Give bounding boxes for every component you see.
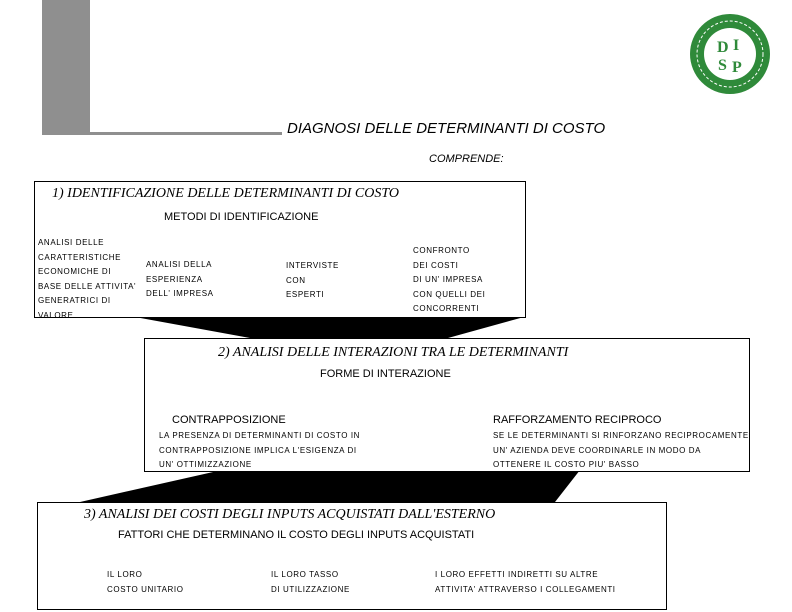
section1-col1 (38, 236, 136, 323)
col2-line: ANALISI DELLA (146, 260, 213, 269)
col1-line: CARATTERISTICHE (38, 252, 122, 262)
section1-methods-label: METODI DI IDENTIFICAZIONE (164, 211, 319, 223)
rafforzamento-text (493, 429, 749, 473)
s3col2-line: IL LORO TASSO (271, 570, 339, 579)
section3-col1 (107, 568, 184, 597)
col3-line: INTERVISTE (286, 261, 339, 270)
section1-col3 (286, 259, 339, 303)
col2-line: ESPERIENZA (146, 274, 203, 284)
section1-heading: 1) IDENTIFICAZIONE DELLE DETERMINANTI DI COSTO (52, 186, 400, 201)
col4-line: CONCORRENTI (413, 304, 480, 313)
left-text-line: LA PRESENZA DI DETERMINANTI DI COSTO IN (159, 431, 361, 440)
s3col1-line: COSTO UNITARIO (107, 584, 184, 594)
s3col2-line: DI UTILIZZAZIONE (271, 584, 350, 594)
section2-heading: 2) ANALISI DELLE INTERAZIONI TRA LE DETERMINANTI (218, 345, 569, 360)
col1-line: VALORE (38, 310, 74, 320)
col3-line: CON (286, 275, 306, 285)
section3-heading: 3) ANALISI DEI COSTI DEGLI INPUTS ACQUISTATI DALL'ESTERNO (84, 507, 496, 522)
col1-line: ECONOMICHE DI (38, 267, 112, 276)
rafforzamento-title: RAFFORZAMENTO RECIPROCO (493, 414, 662, 426)
col4-line: DEI COSTI (413, 260, 459, 270)
col1-line: GENERATRICI DI (38, 296, 111, 305)
s3col1-line: IL LORO (107, 570, 143, 579)
col3-line: ESPERTI (286, 290, 325, 299)
svg-text:P: P (732, 59, 742, 76)
s3col3-line: I LORO EFFETTI INDIRETTI SU ALTRE (435, 570, 599, 579)
right-text-line: OTTENERE IL COSTO PIU' BASSO (493, 460, 640, 469)
right-text-line: UN' AZIENDA DEVE COORDINARLE IN MODO DA (493, 445, 702, 455)
svg-text:D: D (717, 39, 729, 56)
contrapposizione-title: CONTRAPPOSIZIONE (172, 414, 286, 426)
col4-line: CON QUELLI DEI (413, 289, 486, 299)
page-subtitle: COMPRENDE: (429, 153, 504, 165)
s3col3-line: ATTIVITA' ATTRAVERSO I COLLEGAMENTI (435, 584, 616, 594)
section1-col2 (146, 258, 214, 302)
contrapposizione-text (159, 429, 360, 473)
col1-line: ANALISI DELLE (38, 238, 105, 247)
col1-line: BASE DELLE ATTIVITA' (38, 281, 137, 291)
funnel-2 (80, 470, 580, 502)
left-text-line: CONTRAPPOSIZIONE IMPLICA L'ESIGENZA DI (159, 445, 357, 455)
section2-forms-label: FORME DI INTERAZIONE (320, 368, 451, 380)
funnel-1 (135, 317, 524, 338)
page-title: DIAGNOSI DELLE DETERMINANTI DI COSTO (287, 120, 606, 137)
left-text-line: UN' OTTIMIZZAZIONE (159, 460, 252, 469)
col2-line: DELL' IMPRESA (146, 289, 214, 298)
right-text-line: SE LE DETERMINANTI SI RINFORZANO RECIPROCAMENTE (493, 431, 749, 440)
section3-factors-label: FATTORI CHE DETERMINANO IL COSTO DEGLI INPUTS ACQUISTATI (118, 529, 475, 541)
section3-col2 (271, 568, 350, 597)
col4-line: CONFRONTO (413, 246, 470, 255)
section3-col3 (435, 568, 616, 597)
svg-text:S: S (718, 57, 727, 74)
section1-col4 (413, 244, 485, 317)
svg-text:I: I (733, 37, 740, 54)
col4-line: DI UN' IMPRESA (413, 275, 483, 284)
